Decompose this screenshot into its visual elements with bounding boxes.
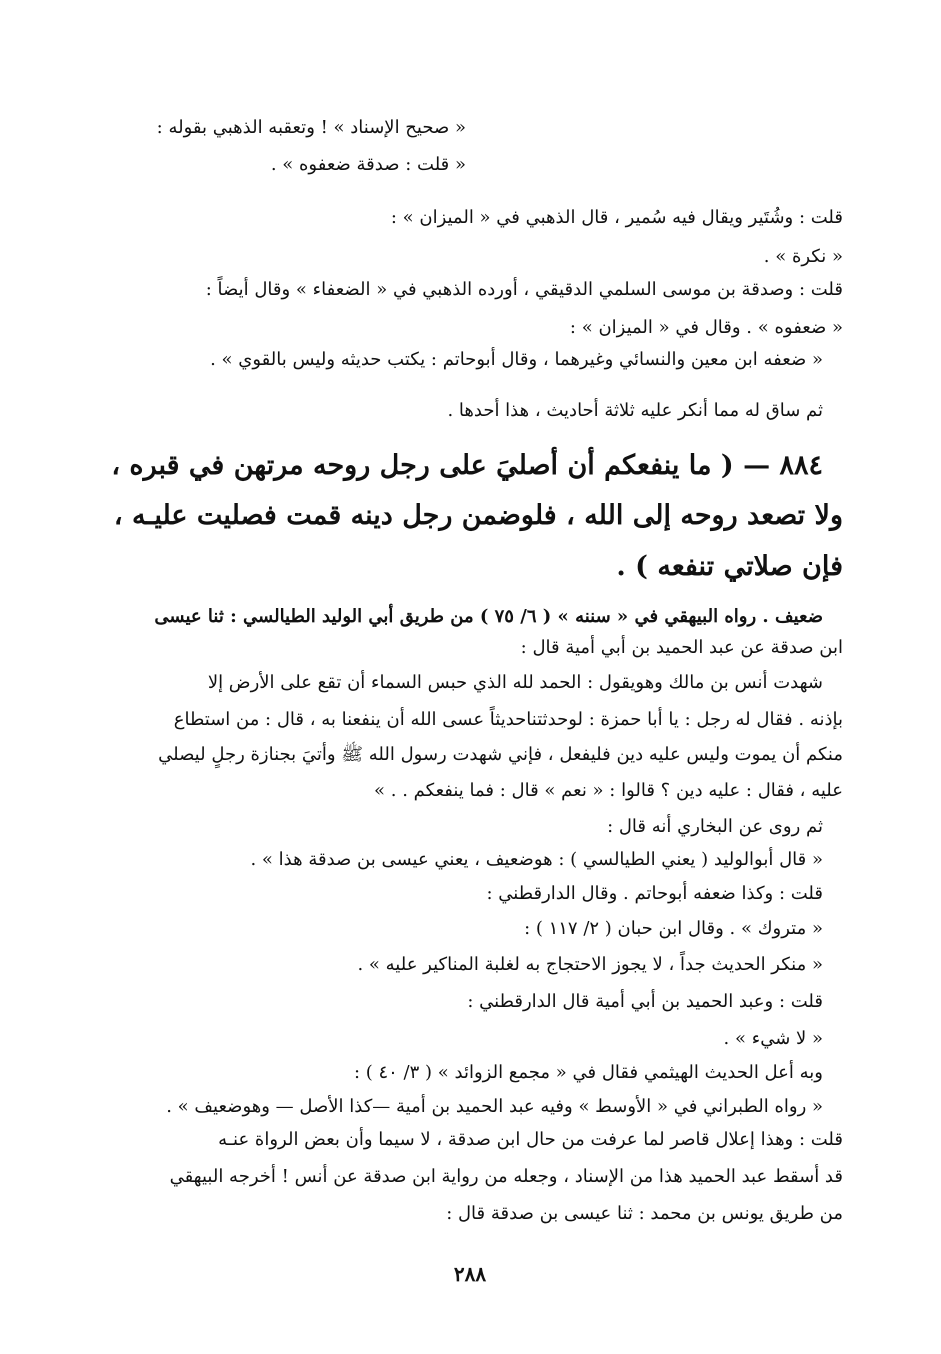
text-line: عليه ، فقال : عليه دين ؟ قالوا : « نعم » قال : فما ينفعكم . . » <box>374 780 843 801</box>
text-line: بإذنه . فقال له رجل : يا أبا حمزة : لوحدثتناحديثاً عسى الله أن ينفعنا به ، قال : من استطاع <box>173 709 843 730</box>
text-line: « ضعفوه » . وقال في « الميزان » : <box>569 317 843 338</box>
text-line: « متروك » . وقال ابن حبان ( ٢/ ١١٧ ) : <box>524 918 823 939</box>
page-number: ٢٨٨ <box>453 1262 487 1286</box>
text-line: قلت : وشُتَير ويقال فيه سُمير ، قال الذهبي في « الميزان » : <box>390 207 843 228</box>
text-line: قلت : وصدقة بن موسى السلمي الدقيقي ، أورده الذهبي في « الضعفاء » وقال أيضاً : <box>205 279 843 300</box>
text-line: ابن صدقة عن عبد الحميد بن أبي أمية قال : <box>520 637 843 658</box>
text-line: « قلت : صدقة ضعفوه » . <box>270 154 466 175</box>
text-line: قد أسقط عبد الحميد هذا من الإسناد ، وجعله من رواية ابن صدقة عن أنس ! أخرجه البيهقي <box>169 1166 843 1187</box>
text-line: قلت : وكذا ضعفه أبوحاتم . وقال الدارقطني : <box>486 883 823 904</box>
text-line: « صحيح الإسناد » ! وتعقبه الذهبي بقوله : <box>156 117 466 138</box>
text-line: ضعيف . رواه البيهقي في « سننه » ( ٦/ ٧٥ ) من طريق أبي الوليد الطيالسي : ثنا عيسى <box>154 606 823 627</box>
text-line: « نكرة » . <box>763 246 843 267</box>
text-line: « رواه الطبراني في « الأوسط » وفيه عبد الحميد بن أمية —كذا الأصل — وهوضعيف » . <box>166 1096 823 1117</box>
text-line: منكم أن يموت وليس عليه دين فليفعل ، فإني شهدت رسول الله ﷺ وأتيَ بجنازة رجلٍ ليصلي <box>158 744 843 765</box>
text-line: شهدت أنس بن مالك وهويقول : الحمد لله الذي حبس السماء أن تقع على الأرض إلا <box>207 672 823 693</box>
text-line: من طريق يونس بن محمد : ثنا عيسى بن صدقة قال : <box>446 1203 843 1224</box>
text-line: « ضعفه ابن معين والنسائي وغيرهما ، وقال أبوحاتم : يكتب حديثه وليس بالقوي » . <box>210 349 823 370</box>
text-line: ثم ساق له مما أنكر عليه ثلاثة أحاديث ، هذا أحدها . <box>447 400 823 421</box>
text-line: « لا شيء » . <box>723 1028 823 1049</box>
text-line: « قال أبوالوليد ( يعني الطيالسي ) : هوضعيف ، يعني عيسى بن صدقة هذا » . <box>250 849 823 870</box>
hadith-heading-line: فإن صلاتي تنفعه ) . <box>616 551 843 582</box>
hadith-heading-line: ٨٨٤ — ( ما ينفعكم أن أصليَ على رجل روحه مرتهن في قبره ، <box>111 450 823 481</box>
text-line: وبه أعل الحديث الهيثمي فقال في « مجمع الزوائد » ( ٣/ ٤٠ ) : <box>353 1062 823 1083</box>
text-line: « منكر الحديث جداً ، لا يجوز الاحتجاج به لغلبة المناكير عليه » . <box>357 954 823 975</box>
text-line: ثم روى عن البخاري أنه قال : <box>607 816 823 837</box>
hadith-heading-line: ولا تصعد روحه إلى الله ، فلوضمن رجل دينه قمت فصليت عليـه ، <box>113 500 843 531</box>
text-line: قلت : وهذا إعلال قاصر لما عرفت من حال ابن صدقة ، لا سيما وأن بعض الرواة عنـه <box>218 1129 843 1150</box>
text-line: قلت : وعبد الحميد بن أبي أمية قال الدارقطني : <box>467 991 823 1012</box>
